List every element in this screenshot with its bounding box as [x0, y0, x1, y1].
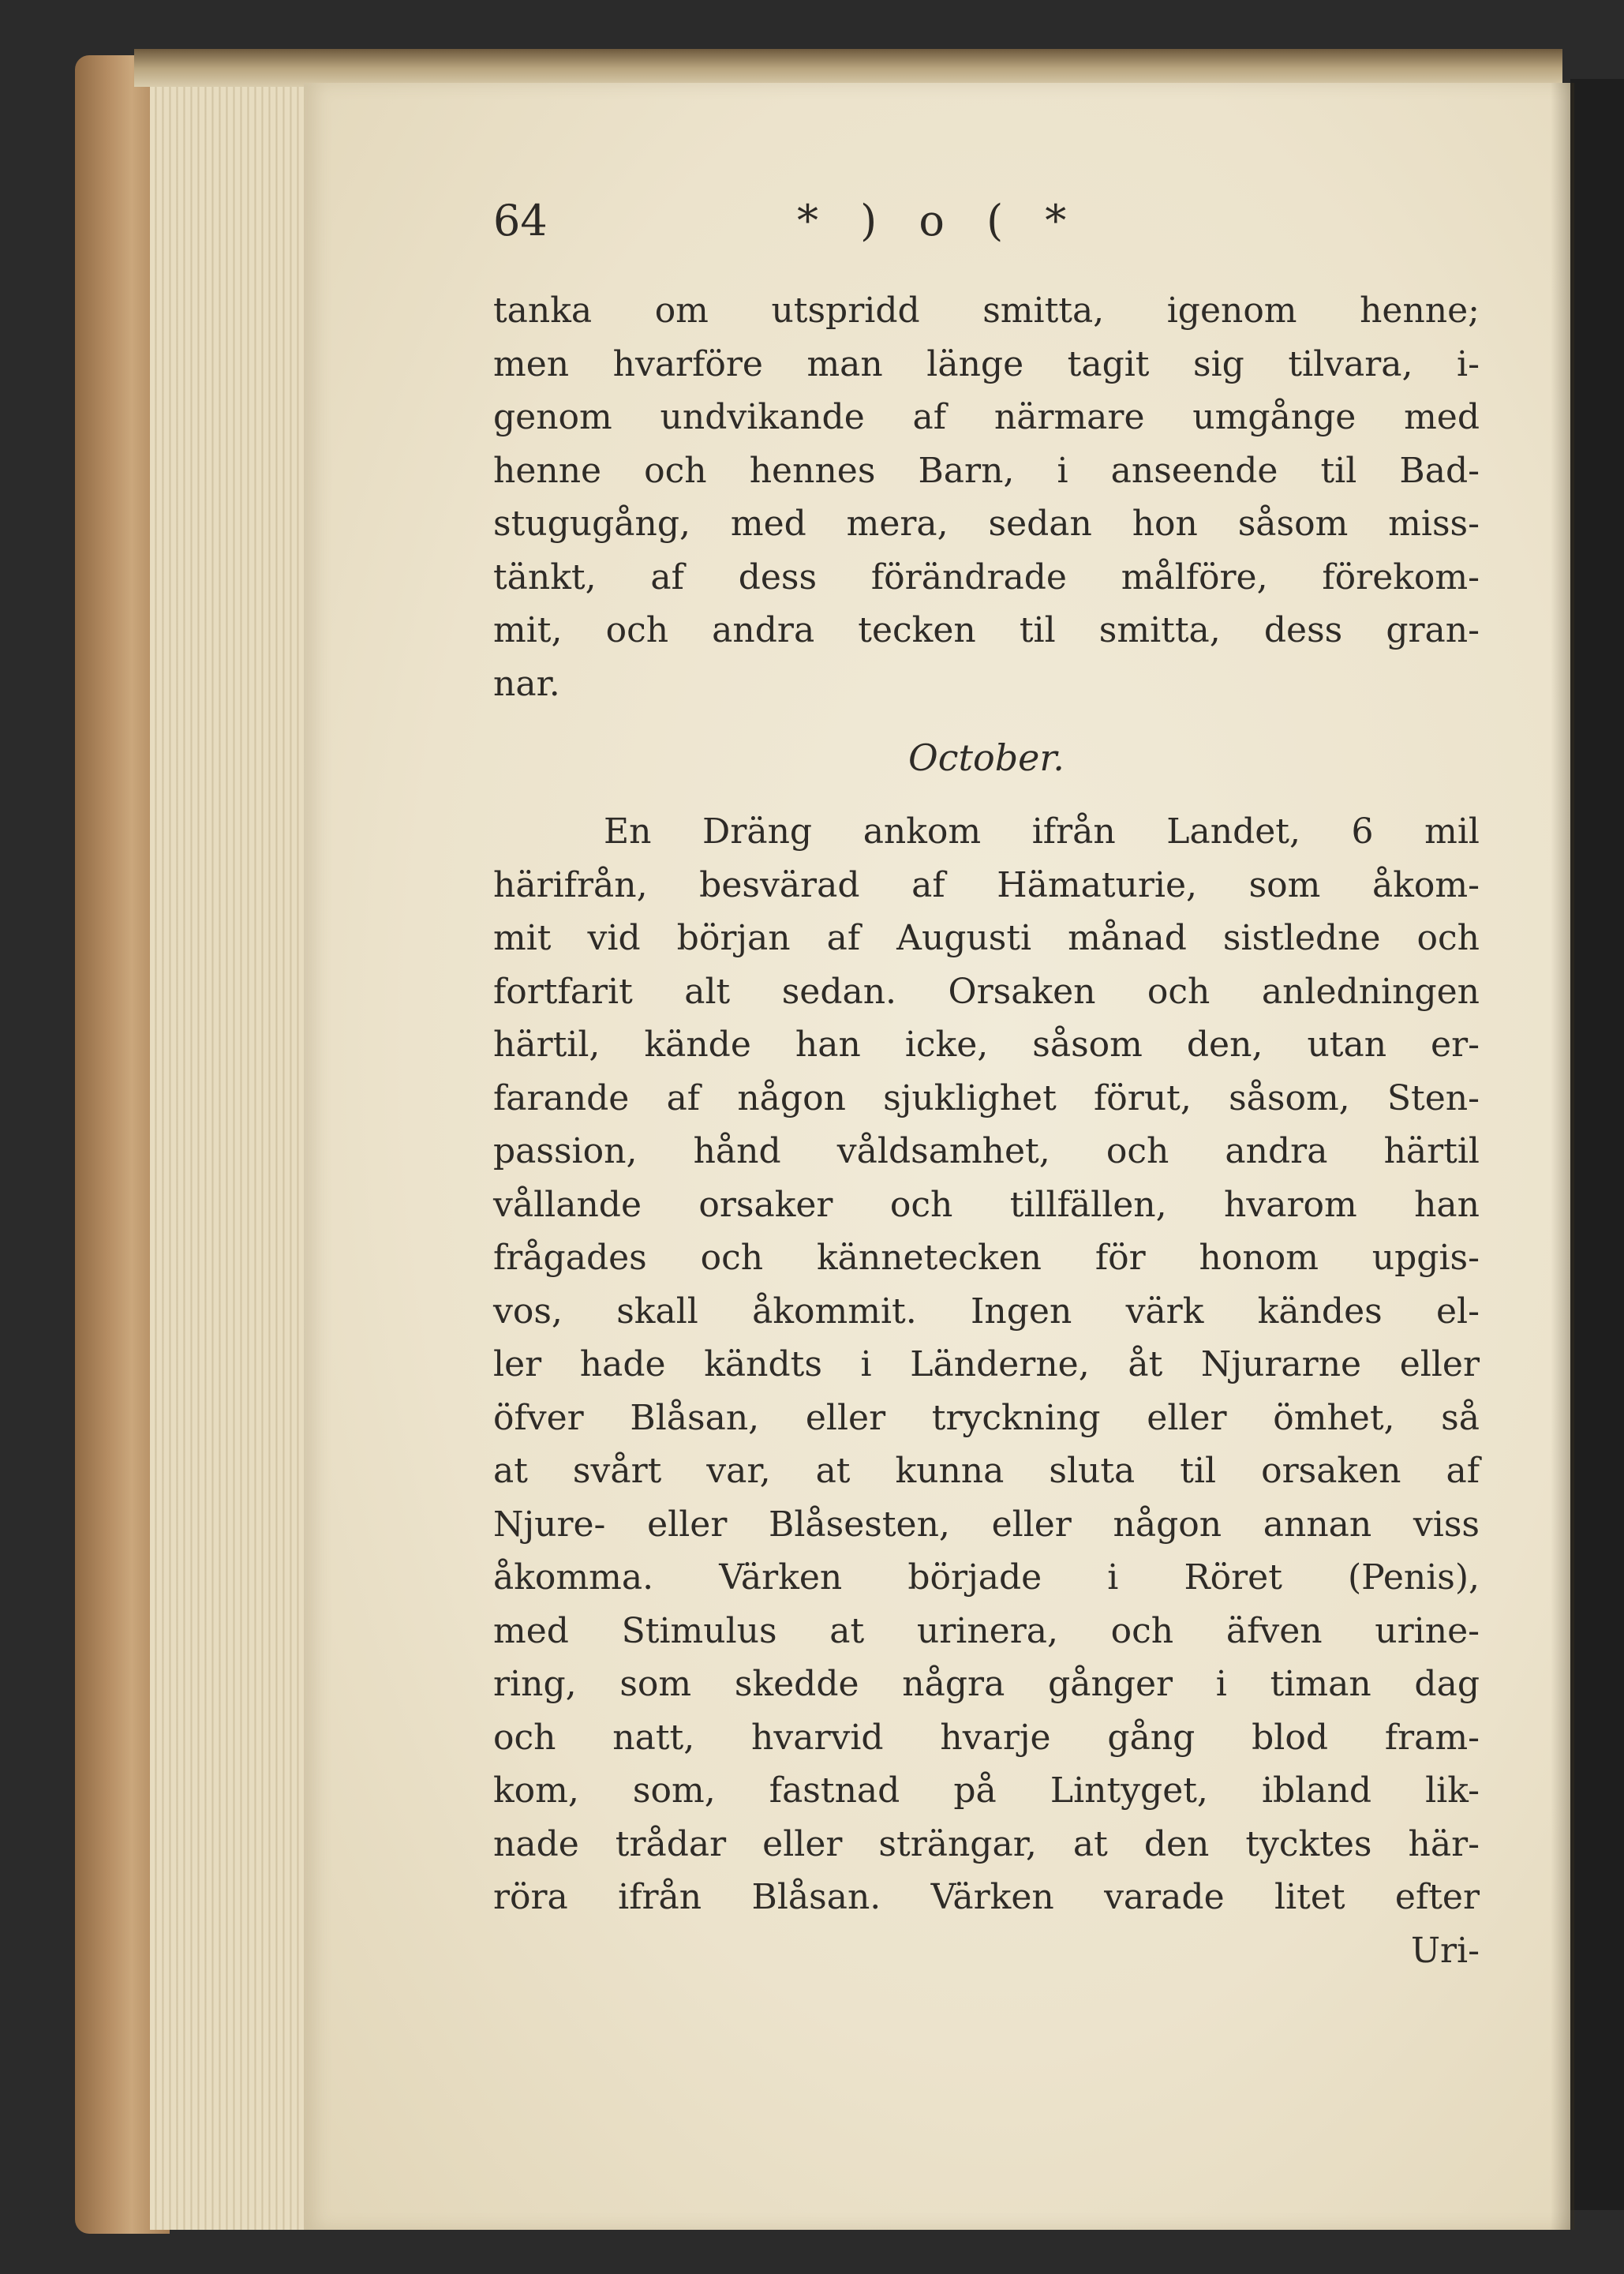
- text-line: nar.: [493, 663, 560, 704]
- text-line: med Stimulus at urinera, och äfven urine-: [493, 1610, 1480, 1651]
- text-line: vållande orsaker och tillfällen, hvarom han: [493, 1184, 1480, 1225]
- text-line: åkomma. Värken började i Röret (Penis),: [493, 1557, 1480, 1598]
- text-line: nade trådar eller strängar, at den tycktes här-: [493, 1823, 1480, 1864]
- text-line: frågades och kännetecken för honom upgis-: [493, 1238, 1480, 1278]
- page-header: [493, 196, 1503, 259]
- text-line: men hvarföre man länge tagit sig tilvara, i-: [493, 343, 1480, 384]
- text-line: mit vid början af Augusti månad sistledne och: [493, 918, 1480, 958]
- text-line: och natt, hvarvid hvarje gång blod fram-: [493, 1717, 1480, 1758]
- text-line: stugugång, med mera, sedan hon såsom miss-: [493, 504, 1480, 544]
- running-ornament: * ) o ( *: [797, 196, 1081, 245]
- text-line: at svårt var, at kunna sluta til orsaken af: [493, 1451, 1480, 1491]
- text-line: mit, och andra tecken til smitta, dess gran-: [493, 610, 1480, 650]
- text-line: kom, som, fastnad på Lintyget, ibland lik-: [493, 1770, 1480, 1811]
- text-line: fortfarit alt sedan. Orsaken och anledningen: [493, 971, 1480, 1012]
- text-block: [493, 284, 1480, 1977]
- text-line: farande af någon sjuklighet förut, såsom, Sten-: [493, 1077, 1480, 1118]
- text-line: passion, hånd våldsamhet, och andra härtil: [493, 1131, 1480, 1171]
- text-line: öfver Blåsan, eller tryckning eller ömhet, så: [493, 1397, 1480, 1438]
- text-line: härifrån, besvärad af Hämaturie, som åkom-: [493, 864, 1480, 905]
- text-line: En Dräng ankom ifrån Landet, 6 mil: [604, 811, 1480, 852]
- text-line: härtil, kände han icke, såsom den, utan er-: [493, 1025, 1480, 1065]
- gutter-shadow: [1551, 83, 1574, 2230]
- section-heading: October.: [908, 736, 1065, 779]
- text-line: ler hade kändts i Länderne, åt Njurarne eller: [493, 1344, 1480, 1384]
- page-number: 64: [493, 196, 548, 245]
- text-line: henne och hennes Barn, i anseende til Bad-: [493, 450, 1480, 491]
- text-line: röra ifrån Blåsan. Värken varade litet efter: [493, 1877, 1480, 1917]
- text-line: genom undvikande af närmare umgånge med: [493, 397, 1480, 437]
- text-line: tänkt, af dess förändrade målföre, förekom-: [493, 556, 1480, 598]
- text-line: tanka om utspridd smitta, igenom henne;: [493, 290, 1480, 331]
- text-line: ring, som skedde några gånger i timan dag: [493, 1664, 1480, 1704]
- book-top-edge: [134, 49, 1562, 87]
- book-cover-right: [1570, 79, 1624, 2210]
- text-line: vos, skall åkommit. Ingen värk kändes el-: [493, 1291, 1480, 1332]
- catchword: Uri-: [1410, 1930, 1480, 1971]
- text-line: Njure- eller Blåsesten, eller någon annan viss: [493, 1504, 1480, 1545]
- page-edges: [150, 67, 308, 2230]
